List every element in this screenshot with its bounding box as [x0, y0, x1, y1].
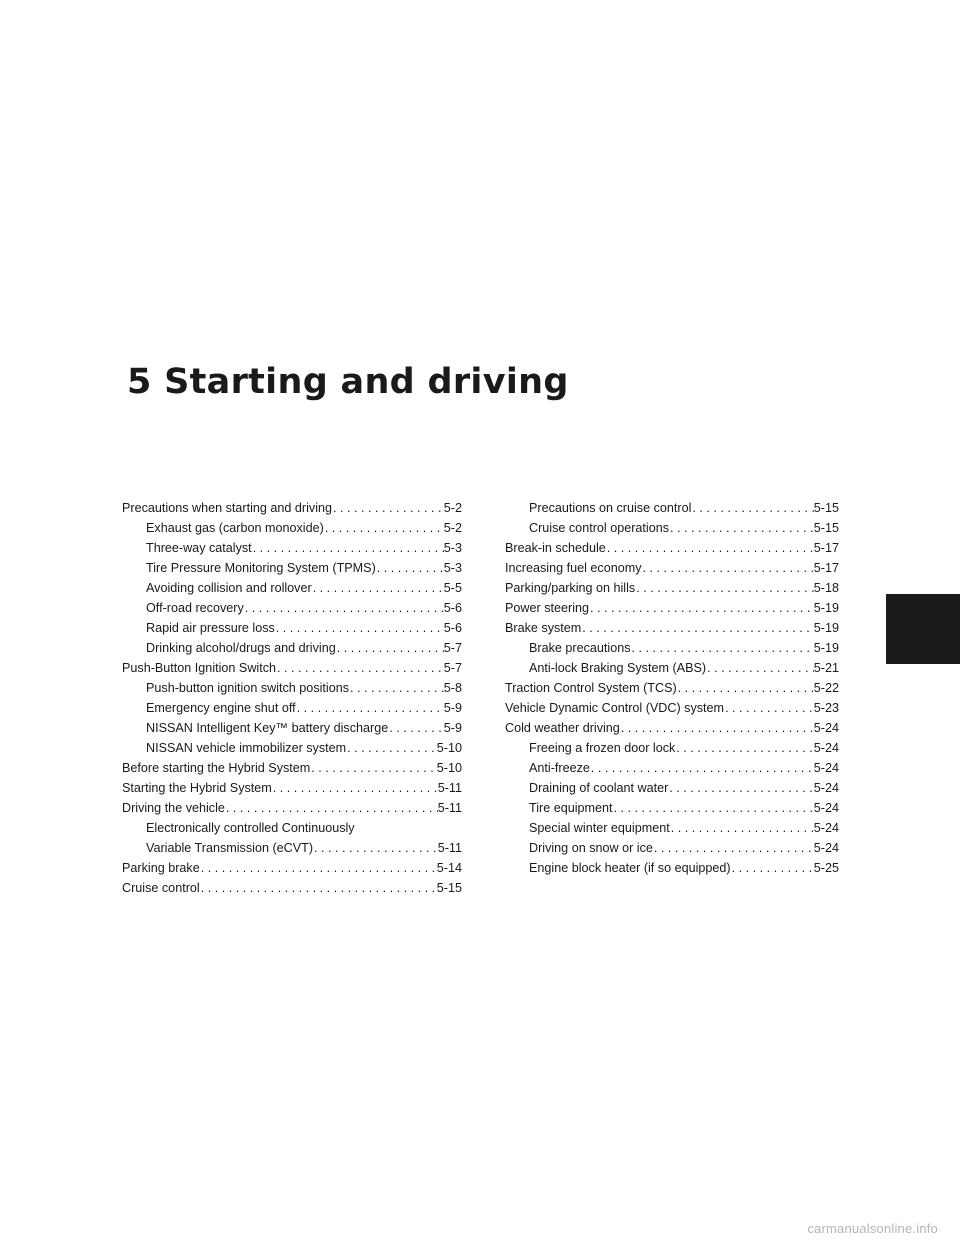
toc-entry-page: 5-24 [813, 721, 839, 735]
dot-leader [606, 538, 814, 558]
toc-entry-page: 5-3 [443, 561, 462, 575]
dot-leader [313, 838, 438, 858]
toc-entry[interactable] [122, 658, 462, 678]
toc-entry[interactable] [505, 798, 839, 818]
dot-leader [677, 678, 814, 698]
toc-entry-page: 5-7 [443, 661, 462, 675]
toc-entry[interactable] [505, 618, 839, 638]
toc-entry-label: Power steering [505, 601, 589, 615]
toc-entry-page: 5-10 [436, 741, 462, 755]
toc-entry[interactable] [505, 838, 839, 858]
dot-leader [336, 638, 444, 658]
toc-entry[interactable] [122, 538, 462, 558]
toc-entry-page: 5-2 [443, 501, 462, 515]
toc-entry-label: Engine block heater (if so equipped) [529, 861, 731, 875]
toc-entry-label: Brake system [505, 621, 582, 635]
toc-entry-label: Avoiding collision and rollover [146, 581, 312, 595]
toc-entry-page: 5-11 [437, 781, 462, 795]
toc-entry-page: 5-19 [813, 601, 839, 615]
toc-entry-page: 5-7 [443, 641, 462, 655]
toc-entry-label: Precautions on cruise control [529, 501, 692, 515]
toc-entry-label: Driving on snow or ice [529, 841, 653, 855]
toc-entry-label: Special winter equipment [529, 821, 670, 835]
toc-entry-label: Driving the vehicle [122, 801, 225, 815]
toc-entry-label: Emergency engine shut off [146, 701, 296, 715]
toc-entry-page: 5-15 [813, 501, 839, 515]
toc-entry-page: 5-19 [813, 641, 839, 655]
dot-leader [590, 758, 814, 778]
toc-entry[interactable] [505, 638, 839, 658]
toc-entry[interactable] [505, 778, 839, 798]
toc-entry-label: Cruise control [122, 881, 200, 895]
toc-entry[interactable] [122, 878, 462, 898]
toc-entry-page: 5-3 [443, 541, 462, 555]
dot-leader [244, 598, 444, 618]
toc-entry-page: 5-14 [436, 861, 462, 875]
toc-entry-page: 5-25 [813, 861, 839, 875]
toc-entry[interactable] [505, 598, 839, 618]
dot-leader [272, 778, 438, 798]
toc-entry-label: Anti-lock Braking System (ABS) [529, 661, 707, 675]
toc-entry-page: 5-5 [443, 581, 462, 595]
toc-entry-label: Tire equipment [529, 801, 613, 815]
toc-entry-page: 5-2 [443, 521, 462, 535]
toc-entry-page: 5-19 [813, 621, 839, 635]
toc-entry-label: Starting the Hybrid System [122, 781, 272, 795]
toc-entry-label: Push-Button Ignition Switch [122, 661, 277, 675]
dot-leader [581, 618, 813, 638]
toc-entry-label: Anti-freeze [529, 761, 590, 775]
toc-entry-page: 5-6 [443, 621, 462, 635]
toc-entry[interactable] [122, 778, 462, 798]
toc-entry-label: NISSAN vehicle immobilizer system [146, 741, 347, 755]
toc-entry[interactable] [122, 858, 462, 878]
toc-entry-page: 5-17 [813, 541, 839, 555]
toc-entry[interactable] [505, 738, 839, 758]
toc-entry-label: NISSAN Intelligent Key™ battery discharge [146, 721, 389, 735]
dot-leader [376, 558, 444, 578]
dot-leader [669, 518, 814, 538]
toc-entry-label: Rapid air pressure loss [146, 621, 275, 635]
toc-entry-label: Cruise control operations [529, 521, 670, 535]
toc-entry[interactable] [122, 798, 462, 818]
toc-entry-label: Brake precautions [529, 641, 631, 655]
toc-left-column [122, 498, 462, 898]
dot-leader [346, 738, 437, 758]
toc-entry-label: Cold weather driving [505, 721, 620, 735]
toc-entry-label: Variable Transmission (eCVT) [146, 841, 314, 855]
dot-leader [675, 738, 813, 758]
toc-entry[interactable] [122, 578, 462, 598]
dot-leader [332, 498, 444, 518]
dot-leader [635, 578, 814, 598]
toc-entry-label: Increasing fuel economy [505, 561, 642, 575]
toc-entry-page: 5-10 [436, 761, 462, 775]
toc-entry-label: Three-way catalyst [146, 541, 252, 555]
toc-entry-label: Traction Control System (TCS) [505, 681, 677, 695]
toc-entry-page: 5-17 [813, 561, 839, 575]
toc-entry-label: Draining of coolant water [529, 781, 669, 795]
toc-entry[interactable] [122, 498, 462, 518]
dot-leader [620, 718, 814, 738]
toc-entry[interactable] [505, 758, 839, 778]
toc-entry[interactable] [122, 718, 462, 738]
toc-entry-page: 5-6 [443, 601, 462, 615]
dot-leader [276, 658, 444, 678]
toc-entry[interactable] [505, 658, 839, 678]
toc-entry-label: Parking brake [122, 861, 200, 875]
toc-entry[interactable] [505, 698, 839, 718]
toc-entry-label: Drinking alcohol/drugs and driving [146, 641, 336, 655]
toc-entry-page: 5-9 [443, 701, 462, 715]
toc-entry-page: 5-24 [813, 821, 839, 835]
toc-entry-page: 5-15 [436, 881, 462, 895]
toc-entry-label: Tire Pressure Monitoring System (TPMS) [146, 561, 376, 575]
dot-leader [200, 878, 437, 898]
dot-leader [310, 758, 436, 778]
toc-entry-label: Vehicle Dynamic Control (VDC) system [505, 701, 725, 715]
toc-entry-page: 5-21 [813, 661, 839, 675]
toc-entry-page: 5-11 [437, 841, 462, 855]
toc-entry[interactable] [505, 538, 839, 558]
dot-leader [631, 638, 814, 658]
toc-entry[interactable] [505, 498, 839, 518]
toc-entry-label: Electronically controlled Continuously [146, 821, 355, 835]
toc-entry[interactable] [122, 618, 462, 638]
dot-leader [388, 718, 444, 738]
dot-leader [225, 798, 438, 818]
toc-entry[interactable] [122, 558, 462, 578]
dot-leader [642, 558, 814, 578]
toc-entry[interactable] [122, 598, 462, 618]
chapter-title: 5 Starting and driving [127, 362, 569, 402]
toc-entry-label: Before starting the Hybrid System [122, 761, 311, 775]
toc-entry[interactable] [505, 858, 839, 878]
dot-leader [252, 538, 444, 558]
dot-leader [670, 818, 814, 838]
dot-leader [706, 658, 814, 678]
toc-entry[interactable] [505, 518, 839, 538]
toc-entry[interactable] [122, 518, 462, 538]
dot-leader [653, 838, 814, 858]
toc-entry-label: Break-in schedule [505, 541, 606, 555]
toc-entry-label: Exhaust gas (carbon monoxide) [146, 521, 324, 535]
toc-entry-label: Parking/parking on hills [505, 581, 636, 595]
dot-leader [613, 798, 814, 818]
toc-entry-page: 5-11 [437, 801, 462, 815]
dot-leader [668, 778, 813, 798]
dot-leader [324, 518, 444, 538]
toc-entry-page: 5-24 [813, 741, 839, 755]
toc-entry-page: 5-23 [813, 701, 839, 715]
toc-entry[interactable] [505, 558, 839, 578]
toc-entry-label: Precautions when starting and driving [122, 501, 333, 515]
chapter-thumb-tab [886, 594, 960, 664]
toc-entry[interactable] [122, 758, 462, 778]
toc-entry-page: 5-24 [813, 781, 839, 795]
toc-entry[interactable] [505, 578, 839, 598]
toc-entry[interactable] [122, 698, 462, 718]
toc-entry-page: 5-24 [813, 801, 839, 815]
footer-watermark: carmanualsonline.info [807, 1221, 938, 1236]
dot-leader [200, 858, 437, 878]
toc-entry[interactable] [122, 838, 462, 858]
dot-leader [349, 678, 444, 698]
toc-entry[interactable] [505, 678, 839, 698]
toc-entry[interactable] [505, 718, 839, 738]
toc-entry-page: 5-24 [813, 841, 839, 855]
toc-entry-page: 5-8 [443, 681, 462, 695]
dot-leader [589, 598, 814, 618]
toc-entry-label: Off-road recovery [146, 601, 244, 615]
toc-entry[interactable] [122, 678, 462, 698]
toc-entry-page: 5-24 [813, 761, 839, 775]
dot-leader [691, 498, 813, 518]
toc-entry[interactable] [505, 818, 839, 838]
toc-entry-page: 5-22 [813, 681, 839, 695]
dot-leader [312, 578, 444, 598]
dot-leader [296, 698, 444, 718]
toc-entry-label: Push-button ignition switch positions [146, 681, 350, 695]
toc-entry[interactable] [122, 738, 462, 758]
toc-entry-page: 5-18 [813, 581, 839, 595]
toc-right-column [505, 498, 839, 878]
toc-entry-page: 5-15 [813, 521, 839, 535]
dot-leader [724, 698, 814, 718]
toc-entry[interactable] [122, 638, 462, 658]
dot-leader [275, 618, 444, 638]
dot-leader [731, 858, 814, 878]
toc-entry-page: 5-9 [443, 721, 462, 735]
toc-entry-label: Freeing a frozen door lock [529, 741, 676, 755]
